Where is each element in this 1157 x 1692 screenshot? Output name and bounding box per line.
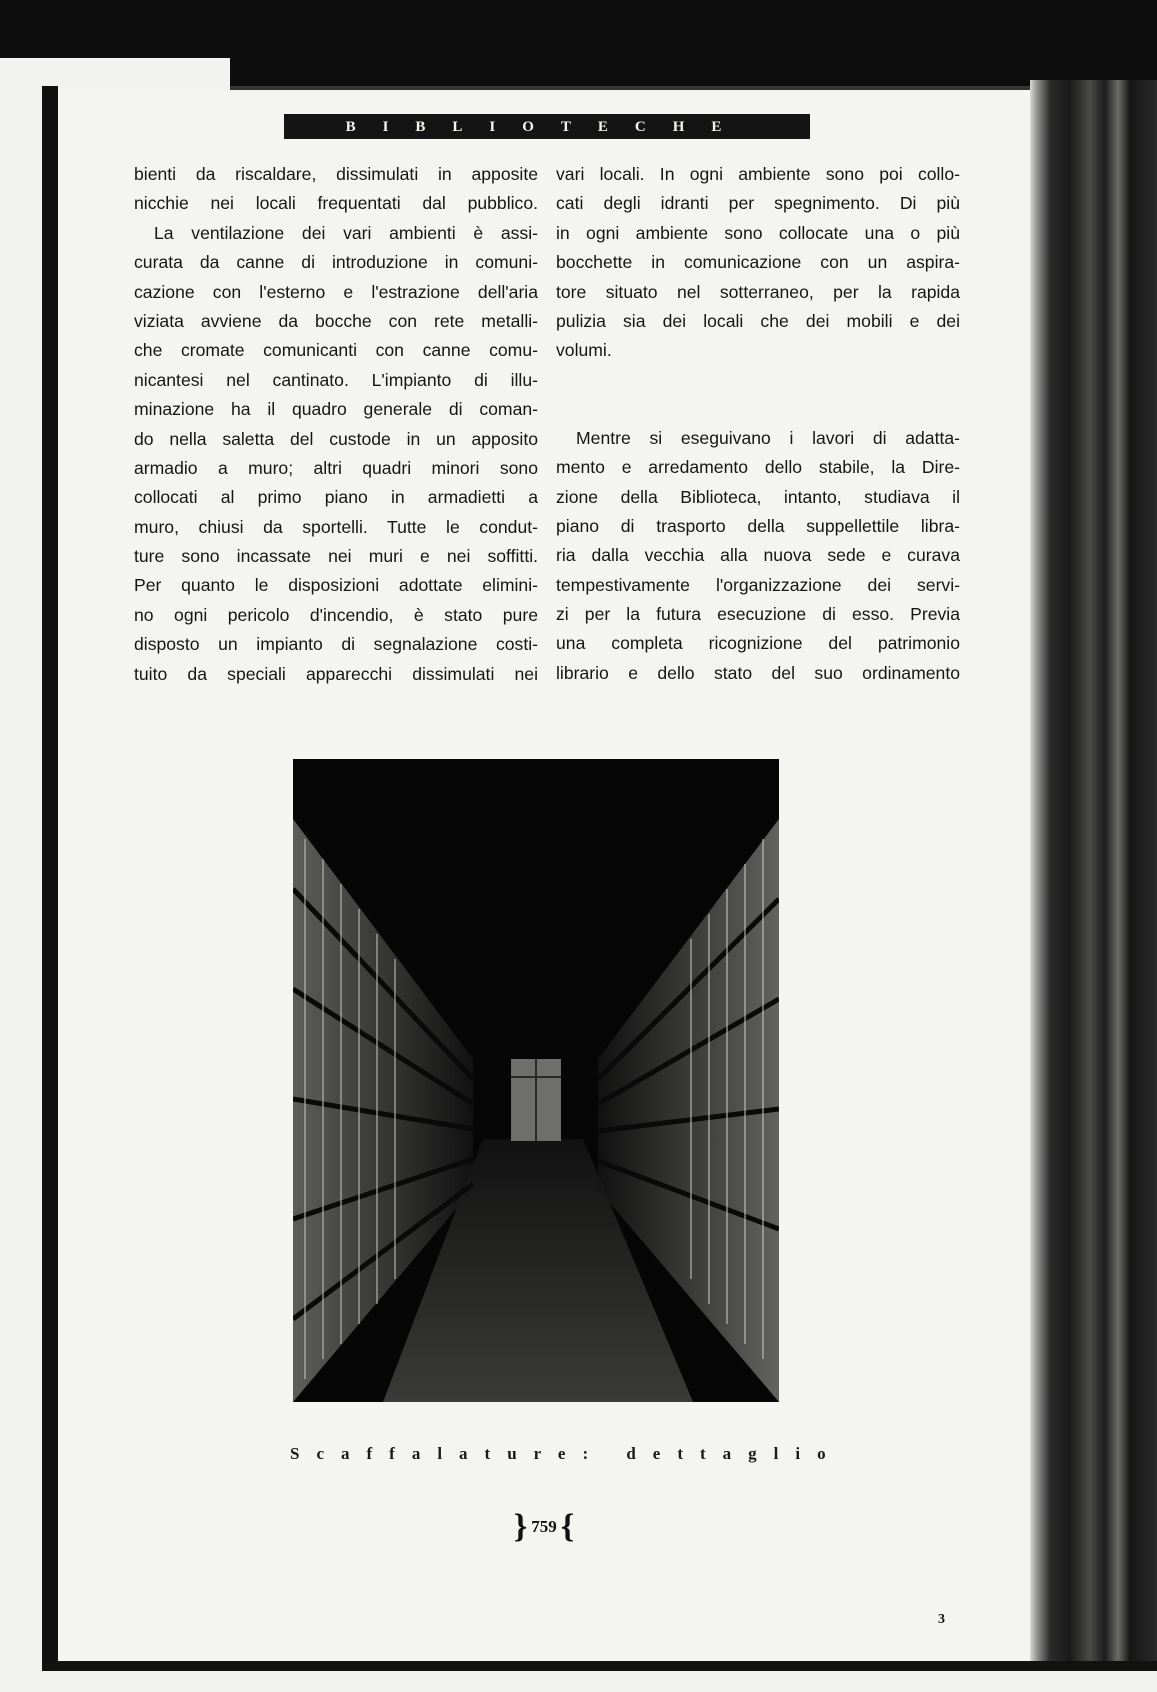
text-line: tuito da speciali apparecchi dissimulati nei xyxy=(134,663,538,684)
page-folio xyxy=(484,1508,604,1546)
text-line: in ogni ambiente sono collocate una o più xyxy=(556,222,960,243)
text-line: armadio a muro; altri quadri minori sono xyxy=(134,457,538,478)
header-rule xyxy=(284,137,810,139)
text-line: ria dalla vecchia alla nuova sede e curava xyxy=(556,545,960,566)
text-line: collocati al primo piano in armadietti a xyxy=(134,487,538,508)
text-line: zi per la futura esecuzione di esso. Previa xyxy=(556,604,960,625)
text-line: bienti da riscaldare, dissimulati in apposite xyxy=(134,164,538,184)
scan-border-top-left xyxy=(0,0,230,58)
text-line: zione della Biblioteca, intanto, studiava il xyxy=(556,486,960,507)
scan-border-top xyxy=(230,0,1157,90)
folio-ornament-right: { xyxy=(560,1508,575,1545)
text-line: nicantesi nel cantinato. L'impianto di illu- xyxy=(134,369,538,390)
book-edge-right xyxy=(1030,80,1157,1665)
text-line: mento e arredamento dello stabile, la Dire- xyxy=(556,457,960,478)
right-column xyxy=(556,160,960,688)
text-line: curata da canne di introduzione in comuni- xyxy=(134,252,538,273)
shelving-photo-drawing xyxy=(293,759,779,1402)
text-line: bocchette in comunicazione con un aspira- xyxy=(556,252,960,273)
left-column xyxy=(134,160,538,689)
text-line: che cromate comunicanti con canne comu- xyxy=(134,340,538,361)
text-line: nicchie nei locali frequentati dal pubblico. xyxy=(134,193,538,214)
text-line: cazione con l'esterno e l'estrazione dell'aria xyxy=(134,281,538,302)
paragraph-gap xyxy=(556,366,960,424)
text-line: pulizia sia dei locali che dei mobili e dei xyxy=(556,310,960,331)
text-line: tore situato nel sotterraneo, per la rapida xyxy=(556,281,960,302)
folio-ornament-left: } xyxy=(513,1508,528,1545)
text-line: minazione ha il quadro generale di coman- xyxy=(134,399,538,420)
scan-border-bottom xyxy=(42,1661,1157,1671)
text-line: tempestivamente l'organizzazione dei servi- xyxy=(556,574,960,595)
text-line: ture sono incassate nei muri e nei soffitti. xyxy=(134,546,538,567)
text-line: disposto un impianto di segnalazione costi- xyxy=(134,634,538,655)
text-line: do nella saletta del custode in un apposito xyxy=(134,428,538,449)
shelving-photo xyxy=(293,759,779,1402)
text-line: Mentre si eseguivano i lavori di adatta- xyxy=(576,427,960,448)
text-line: librario e dello stato del suo ordinamento xyxy=(556,662,960,683)
signature-mark: 3 xyxy=(938,1612,945,1627)
page-number: 759 xyxy=(531,1517,557,1536)
text-line: muro, chiusi da sportelli. Tutte le condut- xyxy=(134,516,538,537)
scan-border-left xyxy=(42,86,58,1671)
photo-caption: Scaffalature: dettaglio xyxy=(290,1444,843,1463)
text-line: viziata avviene da bocche con rete metalli- xyxy=(134,310,538,331)
text-line: piano di trasporto della suppellettile libra- xyxy=(556,515,960,536)
text-line: vari locali. In ogni ambiente sono poi collo- xyxy=(556,164,960,184)
text-line: Per quanto le disposizioni adottate elimini- xyxy=(134,575,538,596)
text-line: volumi. xyxy=(556,340,612,361)
running-header: BIBLIOTECHE xyxy=(284,114,810,138)
text-line: no ogni pericolo d'incendio, è stato pure xyxy=(134,604,538,625)
text-line: cati degli idranti per spegnimento. Di più xyxy=(556,193,960,214)
text-line: una completa ricognizione del patrimonio xyxy=(556,633,960,654)
text-line: La ventilazione dei vari ambienti è assi- xyxy=(154,222,538,243)
